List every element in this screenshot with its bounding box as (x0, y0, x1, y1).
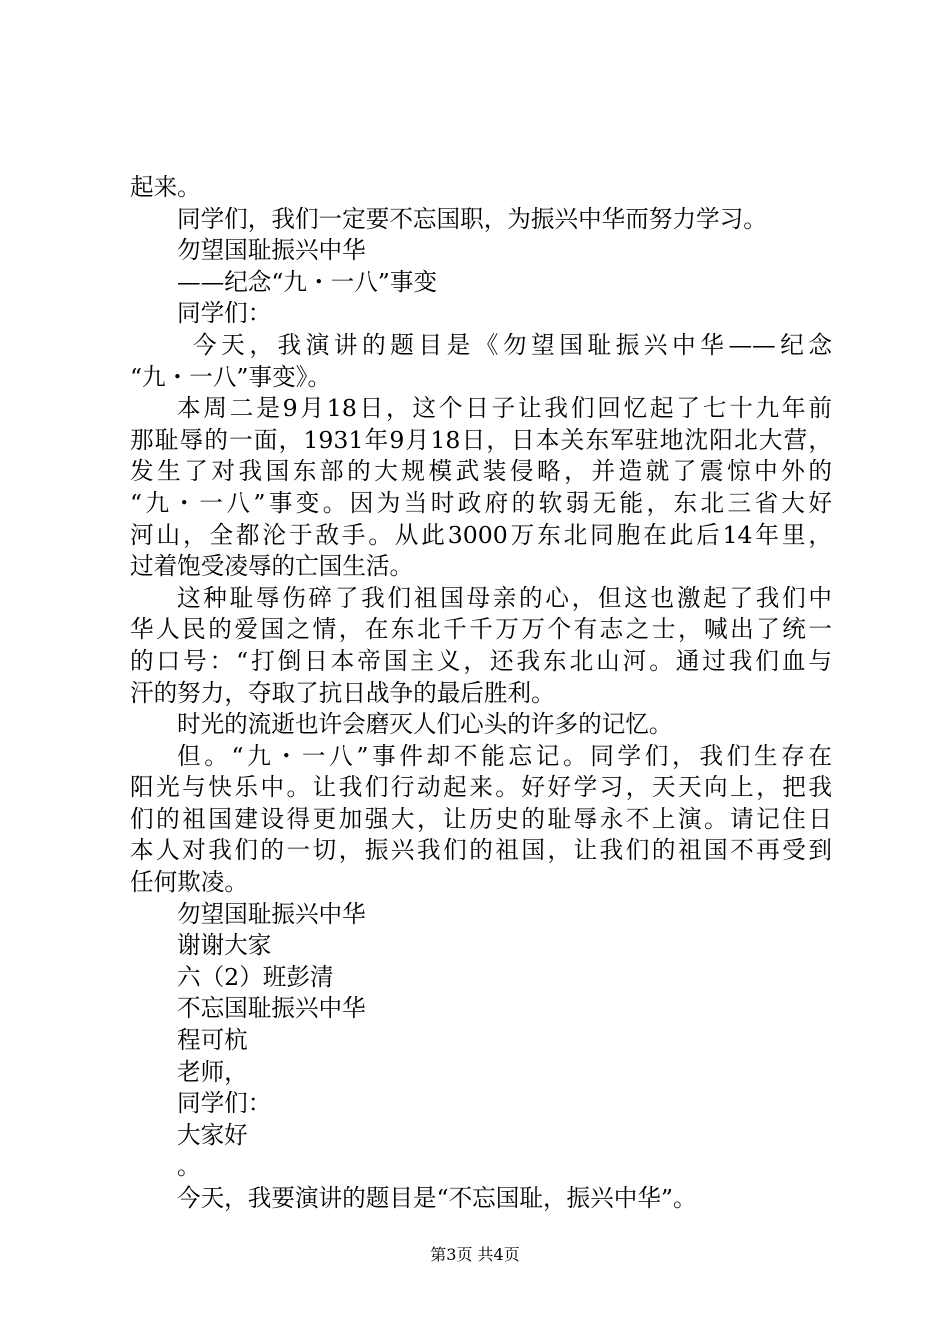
text-line: 那耻辱的一面，1931年9月18日，日本关东军驻地沈阳北大营， (130, 425, 832, 454)
text-line: 本周二是9月18日，这个日子让我们回忆起了七十九年前 (177, 394, 832, 423)
text-line: 谢谢大家 (177, 931, 272, 960)
text-line: 汗的努力，夺取了抗日战争的最后胜利。 (130, 678, 555, 707)
author-line: 程可杭 (177, 1026, 248, 1055)
text-line: 今天，我要演讲的题目是“不忘国耻，振兴中华”。 (177, 1184, 697, 1212)
text-line: 过着饱受凌辱的亡国生活。 (130, 552, 414, 581)
text-line: 华人民的爱国之情，在东北千千万万个有志之士，喊出了统一 (130, 615, 832, 644)
page-number-footer: 第3页 共4页 (430, 1245, 520, 1264)
text-line: 河山，全都沦于敌手。从此3000万东北同胞在此后14年里， (130, 520, 832, 549)
text-line: 本人对我们的一切，振兴我们的祖国，让我们的祖国不再受到 (130, 836, 832, 865)
text-line: “九・一八”事变。因为当时政府的软弱无能，东北三省大好 (130, 488, 832, 517)
text-line: 发生了对我国东部的大规模武装侵略，并造就了震惊中外的 (130, 457, 832, 486)
author-line: 六（2）班彭清 (177, 962, 334, 991)
salutation: 同学们： (177, 1089, 272, 1118)
text-line: 今天，我演讲的题目是《勿望国耻振兴中华——纪念 (193, 330, 832, 359)
speech-title: 不忘国耻振兴中华 (177, 994, 366, 1023)
text-line: 时光的流逝也许会磨灭人们心头的许多的记忆。 (177, 710, 673, 739)
salutation: 老师， (177, 1057, 248, 1086)
text-line: 们的祖国建设得更加强大，让历史的耻辱永不上演。请记住日 (130, 804, 832, 833)
salutation: 同学们： (177, 299, 272, 328)
text-line: 阳光与快乐中。让我们行动起来。好好学习，天天向上，把我 (130, 773, 832, 802)
text-line: 起来。 (130, 173, 201, 201)
text-line: “九・一八”事变》。 (130, 362, 332, 391)
text-line: 。 (177, 1152, 201, 1181)
speech-title: 勿望国耻振兴中华 (177, 236, 366, 265)
text-line: 这种耻辱伤碎了我们祖国母亲的心，但这也激起了我们中 (177, 583, 832, 612)
text-line: 但。“九・一八”事件却不能忘记。同学们，我们生存在 (177, 741, 832, 770)
text-line: 同学们，我们一定要不忘国职，为振兴中华而努力学习。 (177, 204, 767, 233)
text-line: 任何欺凌。 (130, 868, 248, 897)
greeting: 大家好 (177, 1120, 248, 1149)
text-line: 勿望国耻振兴中华 (177, 899, 366, 928)
speech-subtitle: ——纪念“九・一八”事变 (177, 267, 438, 296)
text-line: 的口号：“打倒日本帝国主义，还我东北山河。通过我们血与 (130, 646, 832, 675)
document-body (130, 172, 832, 1215)
